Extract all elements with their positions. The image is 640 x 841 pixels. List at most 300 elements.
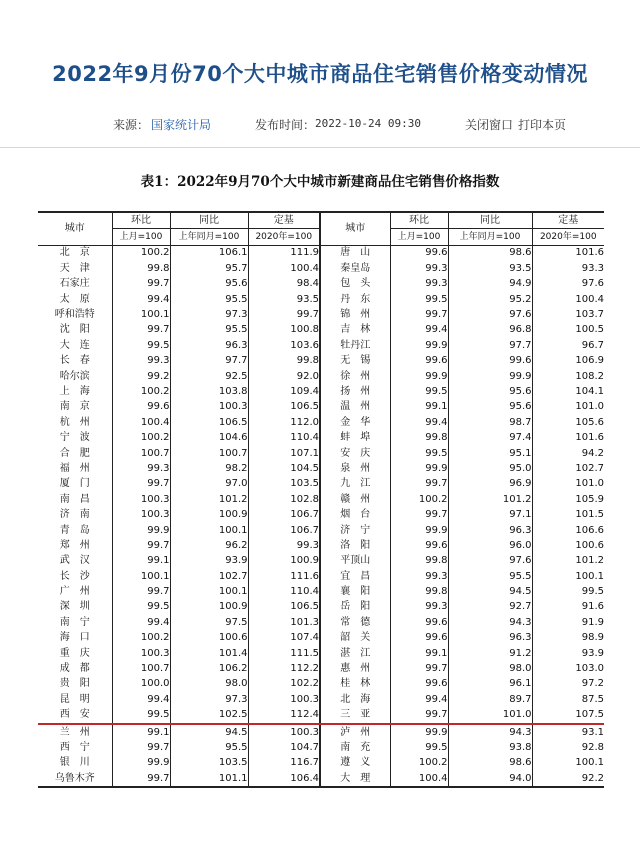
header-yoy: 同比 [448,212,532,229]
table-row [38,615,604,630]
article-meta-bar [0,114,640,134]
city-name-cell: 金 华 [320,415,390,430]
base-index-cell: 93.9 [532,646,604,661]
yoy-index-cell: 96.0 [448,538,532,553]
yoy-index-cell: 95.1 [448,446,532,461]
yoy-index-cell: 94.3 [448,724,532,740]
city-name-cell: 武 汉 [59,555,90,567]
base-index-cell: 106.5 [248,400,320,415]
header-mom: 环比 [390,212,448,229]
yoy-index-cell: 96.9 [448,477,532,492]
mom-index-cell: 99.7 [112,323,170,338]
mom-index-cell: 99.8 [390,554,448,569]
subheader-mom: 上月=100 [390,229,448,245]
mom-index-cell: 99.9 [390,523,448,538]
mom-index-cell: 99.8 [112,261,170,276]
yoy-index-cell: 106.1 [170,245,248,261]
base-index-cell: 106.6 [532,523,604,538]
city-name-cell: 泸 州 [320,724,390,740]
base-index-cell: 101.3 [248,615,320,630]
table-row [38,708,604,724]
city-name-cell: 南 充 [320,740,390,755]
city-name-cell: 深 圳 [59,601,90,613]
yoy-index-cell: 96.8 [448,323,532,338]
base-index-cell: 104.1 [532,384,604,399]
table-row [38,492,604,507]
mom-index-cell: 100.4 [112,415,170,430]
mom-index-cell: 99.9 [112,756,170,771]
mom-index-cell: 100.2 [390,492,448,507]
yoy-index-cell: 98.2 [170,461,248,476]
city-name-cell: 蚌 埠 [320,430,390,445]
yoy-index-cell: 96.3 [448,523,532,538]
yoy-index-cell: 99.6 [448,354,532,369]
city-name-cell: 上 海 [59,385,90,397]
mom-index-cell: 99.4 [390,323,448,338]
yoy-index-cell: 99.9 [448,369,532,384]
city-name-cell: 济 宁 [320,523,390,538]
yoy-index-cell: 94.3 [448,615,532,630]
table-row [38,724,604,740]
base-index-cell: 92.2 [532,771,604,787]
yoy-index-cell: 92.7 [448,600,532,615]
base-index-cell: 98.9 [532,631,604,646]
header-yoy: 同比 [170,212,248,229]
mom-index-cell: 99.5 [390,384,448,399]
mom-index-cell: 100.7 [112,661,170,676]
table-row [38,631,604,646]
base-index-cell: 100.4 [532,292,604,307]
subheader-base: 2020年=100 [248,229,320,245]
mom-index-cell: 100.2 [390,756,448,771]
base-index-cell: 112.4 [248,708,320,724]
mom-index-cell: 99.3 [112,354,170,369]
yoy-index-cell: 98.7 [448,415,532,430]
table-row [38,569,604,584]
mom-index-cell: 99.4 [112,692,170,707]
city-name-cell: 无 锡 [320,354,390,369]
header-divider [0,147,640,148]
table-row [38,354,604,369]
yoy-index-cell: 96.3 [448,631,532,646]
table-header-row [38,212,604,229]
mom-index-cell: 100.2 [112,430,170,445]
yoy-index-cell: 100.9 [170,600,248,615]
mom-index-cell: 99.7 [112,771,170,787]
base-index-cell: 106.7 [248,523,320,538]
mom-index-cell: 99.3 [390,600,448,615]
base-index-cell: 106.7 [248,507,320,522]
city-name-cell: 海 口 [59,632,90,644]
base-index-cell: 111.9 [248,245,320,261]
yoy-index-cell: 95.5 [448,569,532,584]
city-name-cell: 遵 义 [320,756,390,771]
mom-index-cell: 99.7 [112,538,170,553]
city-name-cell: 西 安 [38,708,112,724]
city-name-cell: 成 都 [59,663,90,675]
base-index-cell: 102.2 [248,677,320,692]
yoy-index-cell: 101.2 [448,492,532,507]
base-index-cell: 111.6 [248,569,320,584]
city-name-cell: 大 连 [59,339,90,351]
city-name-cell: 广 州 [59,586,90,598]
city-name-cell: 宁 波 [59,432,90,444]
yoy-index-cell: 95.0 [448,461,532,476]
city-name-cell: 三 亚 [320,708,390,724]
yoy-index-cell: 106.5 [170,415,248,430]
subheader-yoy: 上年同月=100 [170,229,248,245]
city-name-cell: 青 岛 [59,524,90,536]
yoy-index-cell: 97.7 [448,338,532,353]
mom-index-cell: 99.3 [390,569,448,584]
yoy-index-cell: 95.6 [170,277,248,292]
yoy-index-cell: 91.2 [448,646,532,661]
city-name-cell: 包 头 [320,277,390,292]
table-row [38,307,604,322]
mom-index-cell: 99.3 [112,461,170,476]
base-index-cell: 100.5 [532,323,604,338]
base-index-cell: 112.0 [248,415,320,430]
base-index-cell: 103.0 [532,661,604,676]
base-index-cell: 91.9 [532,615,604,630]
city-name-cell: 南 昌 [59,493,90,505]
yoy-index-cell: 95.7 [170,261,248,276]
mom-index-cell: 100.2 [112,245,170,261]
base-index-cell: 112.2 [248,661,320,676]
table-row [38,646,604,661]
city-name-cell: 济 南 [59,509,90,521]
base-index-cell: 92.8 [532,740,604,755]
yoy-index-cell: 96.3 [170,338,248,353]
header-mom: 环比 [112,212,170,229]
base-index-cell: 100.1 [532,756,604,771]
city-name-cell: 吉 林 [320,323,390,338]
yoy-index-cell: 100.6 [170,631,248,646]
table-caption: 表1：2022年9月70个大中城市新建商品住宅销售价格指数 [140,174,500,190]
mom-index-cell: 99.4 [390,692,448,707]
city-name-cell: 九 江 [320,477,390,492]
table-row [38,369,604,384]
city-name-cell: 郑 州 [59,539,90,551]
table-row [38,400,604,415]
yoy-index-cell: 104.6 [170,430,248,445]
table-body [38,245,604,787]
yoy-index-cell: 103.5 [170,756,248,771]
city-name-cell: 石家庄 [59,278,90,290]
base-index-cell: 103.6 [248,338,320,353]
yoy-index-cell: 100.3 [170,400,248,415]
city-name-cell: 南 京 [59,401,90,413]
base-index-cell: 110.4 [248,584,320,599]
city-name-cell: 秦皇岛 [320,261,390,276]
table-row [38,477,604,492]
table-row [38,771,604,787]
mom-index-cell: 99.5 [390,740,448,755]
mom-index-cell: 100.1 [112,569,170,584]
subheader-mom: 上月=100 [112,229,170,245]
table-row [38,292,604,307]
table-row [38,261,604,276]
base-index-cell: 105.6 [532,415,604,430]
yoy-index-cell: 93.5 [448,261,532,276]
base-index-cell: 97.6 [532,277,604,292]
base-index-cell: 101.5 [532,507,604,522]
mom-index-cell: 100.4 [390,771,448,787]
yoy-index-cell: 95.5 [170,740,248,755]
mom-index-cell: 99.9 [390,369,448,384]
base-index-cell: 100.8 [248,323,320,338]
city-name-cell: 温 州 [320,400,390,415]
page-title: 2022年9月份70个大中城市商品住宅销售价格变动情况 [52,62,588,86]
base-index-cell: 103.7 [532,307,604,322]
city-name-cell: 哈尔滨 [59,370,90,382]
table-row [38,461,604,476]
city-name-cell: 合 肥 [59,447,90,459]
city-name-cell: 惠 州 [320,661,390,676]
yoy-index-cell: 97.6 [448,307,532,322]
table-row [38,446,604,461]
subheader-base: 2020年=100 [532,229,604,245]
mom-index-cell: 100.7 [112,446,170,461]
mom-index-cell: 99.7 [390,477,448,492]
base-index-cell: 91.6 [532,600,604,615]
header-city: 城市 [320,212,390,245]
yoy-index-cell: 98.0 [170,677,248,692]
base-index-cell: 87.5 [532,692,604,707]
mom-index-cell: 99.5 [112,600,170,615]
table-row [38,245,604,261]
yoy-index-cell: 106.2 [170,661,248,676]
base-index-cell: 103.5 [248,477,320,492]
city-name-cell: 银 川 [59,757,90,769]
base-index-cell: 99.8 [248,354,320,369]
yoy-index-cell: 97.6 [448,554,532,569]
city-name-cell: 长 春 [59,355,90,367]
table-row [38,323,604,338]
base-index-cell: 97.2 [532,677,604,692]
mom-index-cell: 99.6 [390,677,448,692]
yoy-index-cell: 97.1 [448,507,532,522]
yoy-index-cell: 94.5 [170,724,248,740]
city-name-cell: 常 德 [320,615,390,630]
yoy-index-cell: 98.0 [448,661,532,676]
mom-index-cell: 99.6 [390,615,448,630]
mom-index-cell: 99.1 [390,400,448,415]
city-name-cell: 徐 州 [320,369,390,384]
table-row [38,523,604,538]
mom-index-cell: 99.5 [390,292,448,307]
yoy-index-cell: 98.6 [448,756,532,771]
base-index-cell: 93.5 [248,292,320,307]
city-name-cell: 扬 州 [320,384,390,399]
mom-index-cell: 99.7 [112,740,170,755]
price-index-table [38,211,604,788]
table-row [38,277,604,292]
city-name-cell: 唐 山 [320,245,390,261]
city-name-cell: 襄 阳 [320,584,390,599]
yoy-index-cell: 101.2 [170,492,248,507]
yoy-index-cell: 94.5 [448,584,532,599]
yoy-index-cell: 93.9 [170,554,248,569]
city-name-cell: 烟 台 [320,507,390,522]
base-index-cell: 99.7 [248,307,320,322]
base-index-cell: 93.3 [532,261,604,276]
publish-time-value: 2022-10-24 09:30 [315,117,421,130]
base-index-cell: 106.5 [248,600,320,615]
yoy-index-cell: 102.5 [170,708,248,724]
mom-index-cell: 100.2 [112,384,170,399]
base-index-cell: 106.9 [532,354,604,369]
mom-index-cell: 99.9 [112,523,170,538]
yoy-index-cell: 100.1 [170,523,248,538]
base-index-cell: 100.3 [248,692,320,707]
base-index-cell: 107.1 [248,446,320,461]
table-row [38,600,604,615]
base-index-cell: 100.3 [248,724,320,740]
mom-index-cell: 99.7 [390,661,448,676]
print-page-button[interactable]: 打印本页 [518,118,567,132]
mom-index-cell: 100.0 [112,677,170,692]
mom-index-cell: 100.2 [112,631,170,646]
base-index-cell: 111.5 [248,646,320,661]
yoy-index-cell: 92.5 [170,369,248,384]
base-index-cell: 100.4 [248,261,320,276]
base-index-cell: 102.7 [532,461,604,476]
base-index-cell: 92.0 [248,369,320,384]
city-name-cell: 桂 林 [320,677,390,692]
base-index-cell: 96.7 [532,338,604,353]
mom-index-cell: 99.1 [390,646,448,661]
mom-index-cell: 99.8 [390,430,448,445]
mom-index-cell: 99.9 [390,461,448,476]
base-index-cell: 94.2 [532,446,604,461]
mom-index-cell: 99.4 [112,292,170,307]
table-row [38,415,604,430]
yoy-index-cell: 100.7 [170,446,248,461]
yoy-index-cell: 103.8 [170,384,248,399]
city-name-cell: 长 沙 [59,570,90,582]
mom-index-cell: 99.3 [390,277,448,292]
table-row [38,507,604,522]
header-base: 定基 [248,212,320,229]
header-base: 定基 [532,212,604,229]
mom-index-cell: 99.7 [112,477,170,492]
mom-index-cell: 99.2 [112,369,170,384]
mom-index-cell: 99.3 [390,261,448,276]
mom-index-cell: 100.3 [112,492,170,507]
table-row [38,338,604,353]
subheader-yoy: 上年同月=100 [448,229,532,245]
source-link[interactable]: 国家统计局 [151,118,212,132]
mom-index-cell: 99.7 [390,708,448,724]
mom-index-cell: 99.5 [390,446,448,461]
mom-index-cell: 99.5 [112,338,170,353]
city-name-cell: 杭 州 [59,416,90,428]
yoy-index-cell: 98.6 [448,245,532,261]
table-row [38,538,604,553]
base-index-cell: 101.0 [532,400,604,415]
base-index-cell: 108.2 [532,369,604,384]
mom-index-cell: 99.6 [390,631,448,646]
yoy-index-cell: 97.4 [448,430,532,445]
yoy-index-cell: 97.3 [170,692,248,707]
base-index-cell: 105.9 [532,492,604,507]
base-index-cell: 99.5 [532,584,604,599]
base-index-cell: 109.4 [248,384,320,399]
city-name-cell: 贵 阳 [59,678,90,690]
city-name-cell: 重 庆 [59,647,90,659]
mom-index-cell: 99.7 [390,507,448,522]
city-name-cell: 宜 昌 [320,569,390,584]
mom-index-cell: 99.4 [112,615,170,630]
city-name-cell: 太 原 [59,293,90,305]
base-index-cell: 100.9 [248,554,320,569]
table-row [38,384,604,399]
base-index-cell: 100.6 [532,538,604,553]
base-index-cell: 107.5 [532,708,604,724]
base-index-cell: 107.4 [248,631,320,646]
yoy-index-cell: 95.2 [448,292,532,307]
yoy-index-cell: 94.0 [448,771,532,787]
base-index-cell: 101.6 [532,430,604,445]
base-index-cell: 116.7 [248,756,320,771]
mom-index-cell: 99.4 [390,415,448,430]
header-city: 城市 [38,212,112,245]
base-index-cell: 101.0 [532,477,604,492]
yoy-index-cell: 95.5 [170,323,248,338]
yoy-index-cell: 97.7 [170,354,248,369]
mom-index-cell: 99.1 [112,724,170,740]
mom-index-cell: 99.1 [112,554,170,569]
table-row [38,661,604,676]
mom-index-cell: 100.1 [112,307,170,322]
yoy-index-cell: 97.3 [170,307,248,322]
city-name-cell: 赣 州 [320,492,390,507]
yoy-index-cell: 95.6 [448,384,532,399]
table-row [38,692,604,707]
city-name-cell: 平顶山 [320,554,390,569]
base-index-cell: 104.5 [248,461,320,476]
yoy-index-cell: 95.6 [448,400,532,415]
base-index-cell: 100.1 [532,569,604,584]
city-name-cell: 韶 关 [320,631,390,646]
city-name-cell: 泉 州 [320,461,390,476]
city-name-cell: 洛 阳 [320,538,390,553]
mom-index-cell: 99.8 [390,584,448,599]
yoy-index-cell: 97.5 [170,615,248,630]
yoy-index-cell: 101.4 [170,646,248,661]
city-name-cell: 乌鲁木齐 [38,771,112,787]
table-row [38,554,604,569]
mom-index-cell: 99.6 [112,400,170,415]
city-name-cell: 湛 江 [320,646,390,661]
mom-index-cell: 99.6 [390,538,448,553]
close-window-button[interactable]: 关闭窗口 [465,118,514,132]
city-name-cell: 大 理 [320,771,390,787]
city-name-cell: 岳 阳 [320,600,390,615]
city-name-cell: 北 海 [320,692,390,707]
mom-index-cell: 100.3 [112,507,170,522]
table-row [38,430,604,445]
yoy-index-cell: 101.0 [448,708,532,724]
city-name-cell: 丹 东 [320,292,390,307]
yoy-index-cell: 89.7 [448,692,532,707]
yoy-index-cell: 93.8 [448,740,532,755]
city-name-cell: 沈 阳 [59,324,90,336]
yoy-index-cell: 96.2 [170,538,248,553]
mom-index-cell: 99.9 [390,338,448,353]
base-index-cell: 104.7 [248,740,320,755]
